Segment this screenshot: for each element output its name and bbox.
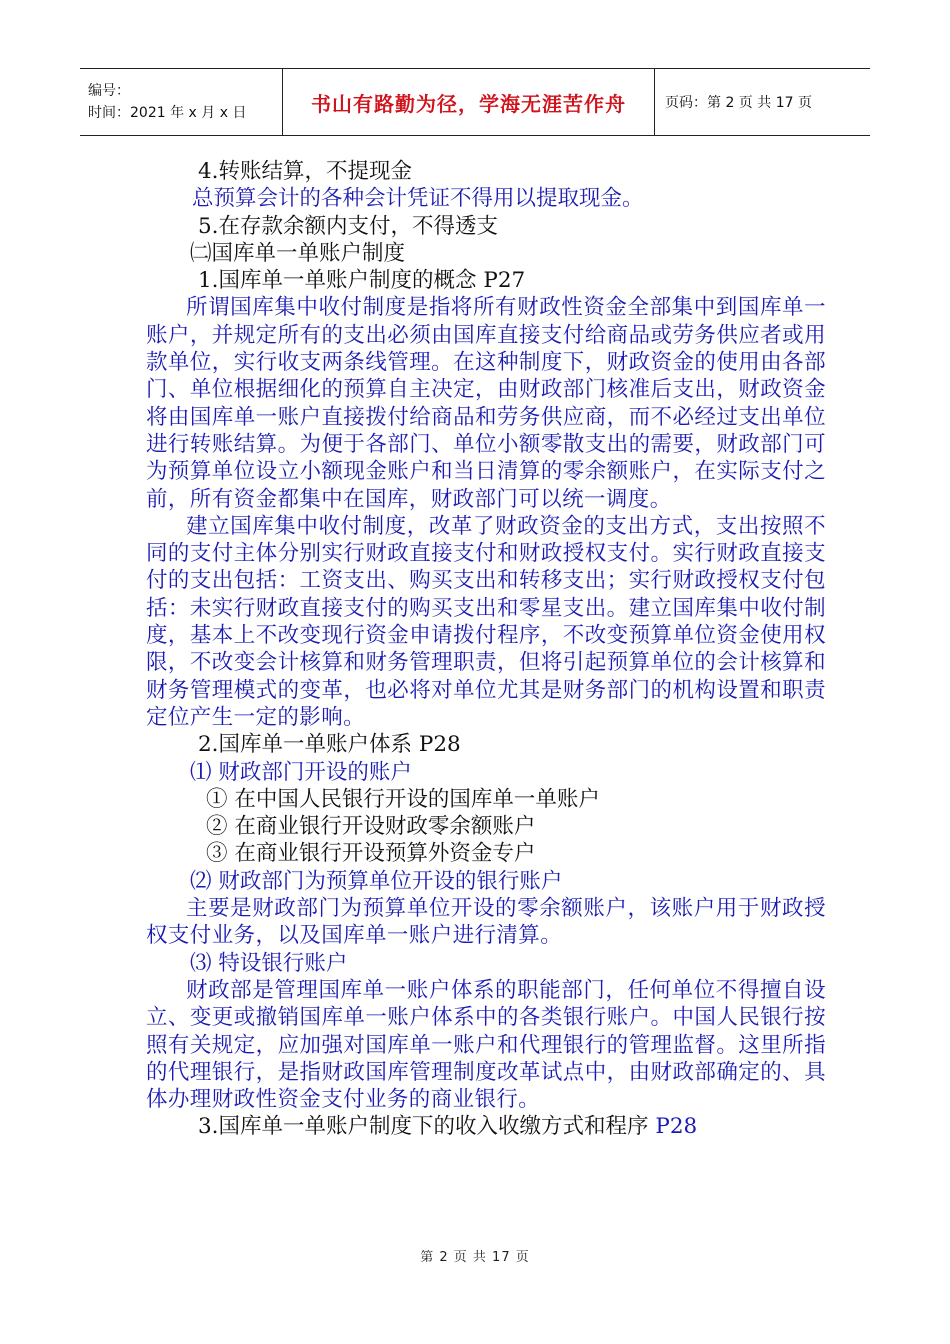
paragraph-reform: 建立国库集中收付制度，改革了财政资金的支出方式，支出按照不同的支付主体分别实行财政直接支付和财政授权支付。实行财政直接支付的支出包括：工资支出、购买支出和转移支出；实行财政授权支付包括：未实行财政直接支付的购买支出和零星支出。建立国库集中收付制度，基本上不改变现行资金申请拨付程序，不改变预算单位资金使用权限，不改变会计核算和财务管理职责，但将引起预算单位的会计核算和财务管理模式的变革，也必将对单位尤其是财务部门的机构设置和职责定位产生一定的影响。: [146, 513, 826, 730]
list-item-zero-balance-account: ② 在商业银行开设财政零余额账户: [206, 814, 536, 840]
page-footer: 第 2 页 共 17 页: [420, 1250, 530, 1265]
header-motto: 书山有路勤为径，学海无涯苦作舟: [311, 91, 626, 116]
subheading-finance-accounts: ⑴ 财政部门开设的账户: [190, 759, 412, 785]
revenue-heading-text: 3.国库单一单账户制度下的收入收缴方式和程序: [198, 1114, 656, 1140]
section-heading-treasury-system: ㈡国库单一单账户制度: [190, 240, 406, 266]
subheading-special-accounts: ⑶ 特设银行账户: [190, 950, 348, 976]
section-heading-concept: 1.国库单一单账户制度的概念 P27: [198, 268, 526, 294]
section-heading-account-system: 2.国库单一单账户体系 P28: [198, 732, 461, 758]
body-text-voucher: 总预算会计的各种会计凭证不得用以提取现金。: [192, 186, 644, 212]
section-heading-deposit: 5.在存款余额内支付，不得透支: [198, 213, 499, 239]
header-meta-cell: [80, 69, 283, 135]
paragraph-special-accounts: 财政部是管理国库单一账户体系的职能部门，任何单位不得擅自设立、变更或撤销国库单一账户体系中的各类银行账户。中国人民银行按照有关规定，应加强对国库单一账户和代理银行的管理监督。这里所指的代理银行，是指财政国库管理制度改革试点中，由财政部确定的、具体办理财政性资金支付业务的商业银行。: [146, 977, 826, 1113]
list-item-pboc-account: ① 在中国人民银行开设的国库单一单账户: [206, 786, 600, 812]
header-motto-cell: [283, 69, 655, 135]
subheading-unit-accounts: ⑵ 财政部门为预算单位开设的银行账户: [190, 868, 563, 894]
document-body: [146, 158, 826, 1141]
document-time-label: 时间：2021 年 x 月 x 日: [88, 105, 247, 121]
header-page-label: 页码：第 2 页 共 17 页: [665, 95, 812, 111]
document-number-label: 编号：: [88, 83, 130, 99]
revenue-heading-page-ref: P28: [655, 1114, 698, 1140]
paragraph-unit-accounts: 主要是财政部门为预算单位开设的零余额账户，该账户用于财政授权支付业务，以及国库单一账户进行清算。: [146, 896, 826, 949]
paragraph-concept: 所谓国库集中收付制度是指将所有财政性资金全部集中到国库单一账户，并规定所有的支出必须由国库直接支付给商品或劳务供应者或用款单位，实行收支两条线管理。在这种制度下，财政资金的使用由各部门、单位根据细化的预算自主决定，由财政部门核准后支出，财政资金将由国库单一账户直接拨付给商品和劳务供应商，而不必经过支出单位进行转账结算。为便于各部门、单位小额零散支出的需要，财政部门可为预算单位设立小额现金账户和当日清算的零余额账户，在实际支付之前，所有资金都集中在国库，财政部门可以统一调度。: [146, 295, 826, 512]
page-header: [80, 68, 870, 136]
section-heading-revenue-collection: [146, 1113, 826, 1140]
header-page-cell: [655, 69, 870, 135]
section-heading-transfer: 4.转账结算，不提现金: [198, 159, 413, 184]
list-item-extra-budget-account: ③ 在商业银行开设预算外资金专户: [206, 841, 536, 867]
